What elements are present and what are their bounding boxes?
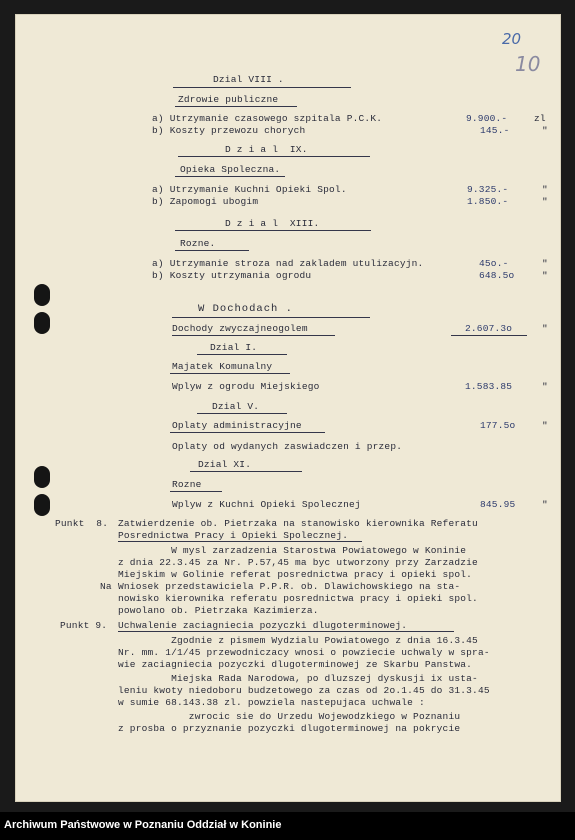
dzial8-item-a-unit: zl	[534, 113, 546, 124]
dzial8-subtitle: Zdrowie publiczne	[178, 94, 279, 105]
dzial8-item-b-unit: "	[542, 125, 548, 136]
dzial1-subtitle: Majatek Komunalny	[172, 361, 273, 372]
punkt9-line: Nr. mm. 1/1/45 przewodniczacy wnosi o powziecie uchwaly w spra-	[118, 647, 490, 658]
underline	[175, 106, 297, 107]
underline	[175, 176, 285, 177]
underline	[173, 87, 351, 88]
page-number-blue: 20	[502, 30, 522, 48]
underline	[175, 230, 371, 231]
dzial13-item-b-value: 648.5o	[479, 270, 515, 281]
dzial1-unit: "	[542, 381, 548, 392]
dzial5-subtitle: Oplaty administracyjne	[172, 420, 302, 431]
underline	[175, 250, 249, 251]
underline	[170, 373, 290, 374]
dzial9-item-b-unit: "	[542, 196, 548, 207]
punkt8-line: Posrednictwa Pracy i Opieki Spolecznej.	[118, 530, 349, 541]
dzial9-item-a: a) Utrzymanie Kuchni Opieki Spol.	[152, 184, 347, 195]
punkt8-line: Wniosek przedstawiciela P.P.R. ob. Dlawichowskiego na sta-	[118, 581, 461, 592]
punkt9-line: Miejska Rada Narodowa, po dluzszej dyskusji ix usta-	[118, 673, 478, 684]
dzial9-item-a-unit: "	[542, 184, 548, 195]
punch-hole	[34, 466, 50, 488]
underline	[118, 541, 362, 542]
dzial8-item-b: b) Koszty przewozu chorych	[152, 125, 306, 136]
punch-hole	[34, 284, 50, 306]
archive-footer-text: Archiwum Państwowe w Poznaniu Oddział w Koninie	[4, 819, 282, 831]
dochody-total-unit: "	[542, 323, 548, 334]
dzial9-item-b: b) Zapomogi ubogim	[152, 196, 259, 207]
dzial5-unit: "	[542, 420, 548, 431]
punkt9-line: z prosba o przyznanie pozyczki dlugoterminowej na pokrycie	[118, 723, 461, 734]
dzial8-item-b-value: 145.-	[480, 125, 510, 136]
punkt8-line: powolano ob. Pietrzaka Kazimierza.	[118, 605, 319, 616]
underline	[118, 631, 454, 632]
dochody-title: W Dochodach .	[198, 303, 293, 315]
dzial13-item-a-unit: "	[542, 258, 548, 269]
dzial11-value: 845.95	[480, 499, 516, 510]
underline	[451, 335, 527, 336]
punkt8-line: z dnia 22.3.45 za Nr. P.57,45 ma byc utworzony przy Zarzadzie	[118, 557, 478, 568]
dzial5-value: 177.5o	[480, 420, 516, 431]
dzial9-subtitle: Opieka Spoleczna.	[180, 164, 281, 175]
document-page	[15, 14, 561, 802]
dzial11-unit: "	[542, 499, 548, 510]
underline	[197, 413, 287, 414]
dzial13-item-a: a) Utrzymanie stroza nad zakladem utulizacyjn.	[152, 258, 424, 269]
punch-hole	[34, 312, 50, 334]
page-number-pencil: 10	[515, 52, 541, 76]
punkt9-line: Uchwalenie zaciagniecia pozyczki dlugoterminowej.	[118, 620, 408, 631]
dzial9-item-a-value: 9.325.-	[467, 184, 509, 195]
underline	[197, 354, 287, 355]
underline	[190, 471, 302, 472]
archive-footer	[0, 812, 575, 840]
punkt8-line: W mysl zarzadzenia Starostwa Powiatowego w Koninie	[118, 545, 467, 556]
dzial13-item-b-unit: "	[542, 270, 548, 281]
underline	[172, 317, 370, 318]
dzial1-title: Dzial I.	[210, 342, 258, 353]
punkt9-line: leniu kwoty niedoboru budzetowego za czas od 2o.1.45 do 31.3.45	[118, 685, 490, 696]
punkt9-line: w sumie 68.143.38 zl. powziela nastepujaca uchwale :	[118, 697, 425, 708]
dzial1-value: 1.583.85	[465, 381, 513, 392]
dzial9-title: D z i a l IX.	[225, 144, 308, 155]
underline	[178, 156, 370, 157]
dzial13-item-b: b) Koszty utrzymania ogrodu	[152, 270, 312, 281]
punkt8-label: Punkt 8.	[55, 518, 109, 529]
dzial11-title: Dzial XI.	[198, 459, 252, 470]
underline	[172, 335, 335, 336]
dzial9-item-b-value: 1.850.-	[467, 196, 509, 207]
dzial5-title: Dzial V.	[212, 401, 260, 412]
punkt8-line: Miejskim w Golinie referat posrednictwa pracy i opieki spol.	[118, 569, 473, 580]
dzial8-item-a-value: 9.900.-	[466, 113, 508, 124]
dzial8-item-a: a) Utrzymanie czasowego szpitala P.C.K.	[152, 113, 383, 124]
punkt9-line: Zgodnie z pismem Wydzialu Powiatowego z dnia 16.3.45	[118, 635, 478, 646]
dzial11-subtitle: Rozne	[172, 479, 202, 490]
dochody-total: 2.607.3o	[465, 323, 513, 334]
punch-hole	[34, 494, 50, 516]
dochody-subtitle: Dochody zwyczajneogolem	[172, 323, 308, 334]
dzial5-item: Oplaty od wydanych zaswiadczen i przep.	[172, 441, 403, 452]
punkt8-line: nowisko kierownika referatu posrednictwa pracy i opieki spol.	[118, 593, 478, 604]
dzial8-title: Dzial VIII .	[213, 74, 284, 85]
dzial11-item: Wplyw z Kuchni Opieki Spolecznej	[172, 499, 361, 510]
underline	[170, 432, 325, 433]
punkt9-label: Punkt 9.	[60, 620, 108, 631]
punkt8-line: Zatwierdzenie ob. Pietrzaka na stanowisko kierownika Referatu	[118, 518, 478, 529]
dzial13-subtitle: Rozne.	[180, 238, 216, 249]
punkt9-line: wie zaciagniecia pozyczki dlugoterminowej ze Skarbu Panstwa.	[118, 659, 473, 670]
dzial1-item: Wplyw z ogrodu Miejskiego	[172, 381, 320, 392]
punkt8-na: Na	[100, 581, 112, 592]
underline	[170, 491, 222, 492]
dzial13-item-a-value: 45o.-	[479, 258, 509, 269]
punkt9-line: zwrocic sie do Urzedu Wojewodzkiego w Poznaniu	[118, 711, 461, 722]
dzial13-title: D z i a l XIII.	[225, 218, 320, 229]
